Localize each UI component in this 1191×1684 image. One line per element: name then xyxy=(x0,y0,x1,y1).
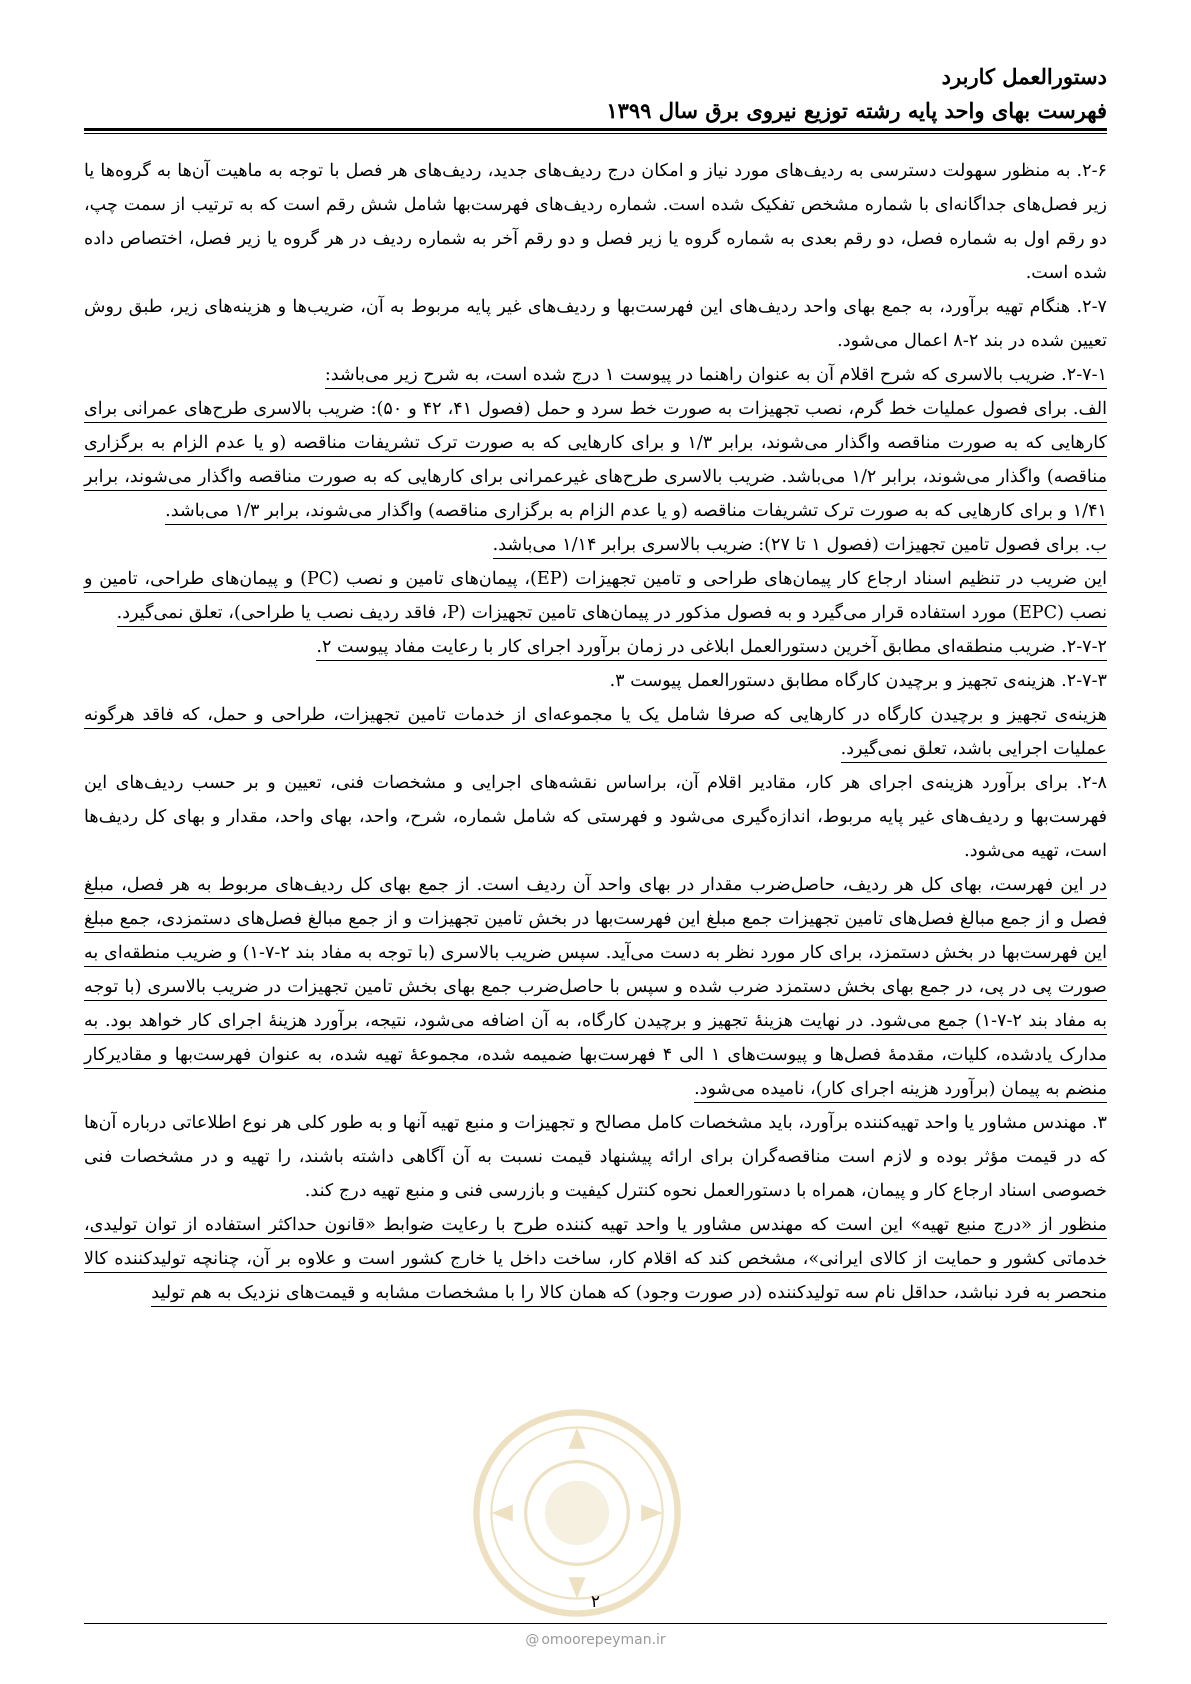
page-number: ۲ xyxy=(590,1592,601,1612)
paragraph-2-7-2: ۲-۷-۲. ضریب منطقه‌ای مطابق آخرین دستورالعمل ابلاغی در زمان برآورد اجرای کار با رعایت مفاد پیوست ۲. xyxy=(84,630,1107,664)
at-sign-icon: @ xyxy=(525,1632,540,1648)
paragraph-supply-source: منظور از «درج منبع تهیه» این است که مهندس مشاور یا واحد تهیه کننده طرح با رعایت ضوابط «قانون حداکثر استفاده از توان تولیدی، خدماتی کشور و حمایت از کالای ایرانی»، مشخص کند که اقلام کار، ساخت داخل یا خارج کشور است و علاوه بر آن، چنانچه تولیدکننده کالا منحصر به فرد نباشد، حداقل نام سه تولیدکننده (در صورت وجود) که همان کالا را با مشخصات مشابه و قیمت‌های نزدیک به هم تولید xyxy=(84,1208,1107,1310)
paragraph-site-setup-cost: هزینه‌ی تجهیز و برچیدن کارگاه در کارهایی که صرفا شامل یک یا مجموعه‌ای از خدمات تامین تجهیزات، طراحی و حمل، که فاقد هرگونه عملیات اجرایی باشد، تعلق نمی‌گیرد. xyxy=(84,698,1107,766)
footer-rule xyxy=(84,1623,1107,1624)
paragraph-coefficient-usage: این ضریب در تنظیم اسناد ارجاع کار پیمان‌های طراحی و تامین تجهیزات (EP)، پیمان‌های تامین و نصب (PC) و پیمان‌های طراحی، تامین و نصب (EPC) مورد استفاده قرار می‌گیرد و به فصول مذکور در پیمان‌های تامین تجهیزات (P، فاقد ردیف نصب یا طراحی)، تعلق نمی‌گیرد. xyxy=(84,562,1107,630)
header-title-line2: فهرست بهای واحد پایه رشته توزیع نیروی برق سال ۱۳۹۹ xyxy=(606,98,1107,123)
site-watermark xyxy=(0,1632,1191,1648)
paragraph-2-8: ۲-۸. برای برآورد هزینه‌ی اجرای هر کار، مقادیر اقلام آن، براساس نقشه‌های اجرایی و مشخصات فنی، تعیین و بر حسب ردیف‌های این فهرست‌بها و ردیف‌های غیر پایه مربوط، اندازه‌گیری می‌شود و فهرستی که شامل شماره، شرح، واحد، بهای واحد، مقدار و بهای کل ردیف‌ها است، تهیه می‌شود. xyxy=(84,773,1107,861)
page-header xyxy=(84,60,1107,128)
paragraph-2-7-3: ۲-۷-۳. هزینه‌ی تجهیز و برچیدن کارگاه مطابق دستورالعمل پیوست ۳. xyxy=(609,671,1107,691)
paragraph-2-6: ۲-۶. به منظور سهولت دسترسی به ردیف‌های مورد نیاز و امکان درج ردیف‌های جدید، ردیف‌های هر فصل با توجه به ماهیت آن‌ها به گروه‌ها یا زیر فصل‌های جداگانه‌ای با شماره مشخص تفکیک شده است. شماره ردیف‌های فهرست‌بها شامل شش رقم است که به ترتیب از سمت چپ، دو رقم اول به شماره فصل، دو رقم بعدی به شماره گروه یا زیر فصل و دو رقم آخر به شماره ردیف در هر گروه یا زیر فصل، اختصاص داده شده است. xyxy=(84,161,1107,283)
header-title-line1: دستورالعمل کاربرد xyxy=(941,64,1107,89)
paragraph-2-7-1: ۲-۷-۱. ضریب بالاسری که شرح اقلام آن به عنوان راهنما در پیوست ۱ درج شده است، به شرح زیر می‌باشد: xyxy=(84,358,1107,392)
seal-watermark-icon xyxy=(470,1406,684,1620)
header-rule-thick xyxy=(84,128,1107,131)
paragraph-be: ب. برای فصول تامین تجهیزات (فصول ۱ تا ۲۷): ضریب بالاسری برابر ۱/۱۴ می‌باشد. xyxy=(84,528,1107,562)
body-text xyxy=(84,154,1107,1310)
paragraph-3: ۳. مهندس مشاور یا واحد تهیه‌کننده برآورد، باید مشخصات کامل مصالح و تجهیزات و منبع تهیه آنها و به طور کلی هر نوع اطلاعاتی درباره آن‌ها که در قیمت مؤثر بوده و لازم است مناقصه‌گران برای ارائه پیشنهاد قیمت نسبت به آن آگاهی داشته باشند، را تهیه و در مشخصات فنی خصوصی اسناد ارجاع کار و پیمان، همراه با دستورالعمل نحوه کنترل کیفیت و بازرسی فنی و منبع تهیه درج کند. xyxy=(84,1113,1107,1201)
paragraph-2-7: ۲-۷. هنگام تهیه برآورد، به جمع بهای واحد ردیف‌های این فهرست‌بها و ردیف‌های غیر پایه مربوط به آن، ضریب‌ها و هزینه‌های زیر، طبق روش تعیین شده در بند ۲-۸ اعمال می‌شود. xyxy=(84,297,1107,351)
paragraph-total-price: در این فهرست، بهای کل هر ردیف، حاصل‌ضرب مقدار در بهای واحد آن ردیف است. از جمع بهای کل ردیف‌های مربوط به هر فصل، مبلغ فصل و از جمع مبالغ فصل‌های تامین تجهیزات جمع مبلغ این فهرست‌بها در بخش تامین تجهیزات و از جمع مبالغ فصل‌های دستمزدی، جمع مبلغ این فهرست‌بها در بخش دستمزد، برای کار مورد نظر به دست می‌آید. سپس ضریب بالاسری (با توجه به مفاد بند ۲-۷-۱) و ضریب منطقه‌ای به صورت پی در پی، در جمع بهای بخش دستمزد ضرب شده و سپس با حاصل‌ضرب جمع بهای بخش تامین تجهیزات در ضریب بالاسری (با توجه به مفاد بند ۲-۷-۱) جمع می‌شود. در نهایت هزینهٔ تجهیز و برچیدن کارگاه، به آن اضافه می‌شود، نتیجه، برآورد هزینهٔ اجرای کار خواهد بود. به مدارک یادشده، کلیات، مقدمهٔ فصل‌ها و پیوست‌های ۱ الی ۴ فهرست‌بها ضمیمه شده، مجموعهٔ تهیه شده، به عنوان فهرست‌بها و مقادیرکار منضم به پیمان (برآورد هزینه اجرای کار)، نامیده می‌شود. xyxy=(84,868,1107,1106)
paragraph-alef: الف. برای فصول عملیات خط گرم، نصب تجهیزات به صورت خط سرد و حمل (فصول ۴۱، ۴۲ و ۵۰): ضریب بالاسری طرح‌های عمرانی برای کارهایی که به صورت مناقصه واگذار می‌شوند، برابر ۱/۳ و برای کارهایی که به صورت ترک تشریفات مناقصه (و یا عدم الزام به برگزاری مناقصه) واگذار می‌شوند، برابر ۱/۲ می‌باشد. ضریب بالاسری طرح‌های غیرعمرانی برای کارهایی که به صورت مناقصه واگذار می‌شوند، برابر ۱/۴۱ و برای کارهایی که به صورت ترک تشریفات مناقصه (و یا عدم الزام به برگزاری مناقصه) واگذار می‌شوند، برابر ۱/۳ می‌باشد. xyxy=(84,392,1107,528)
watermark-text: omoorepeyman.ir xyxy=(541,1632,666,1648)
header-rule-thin xyxy=(84,133,1107,134)
